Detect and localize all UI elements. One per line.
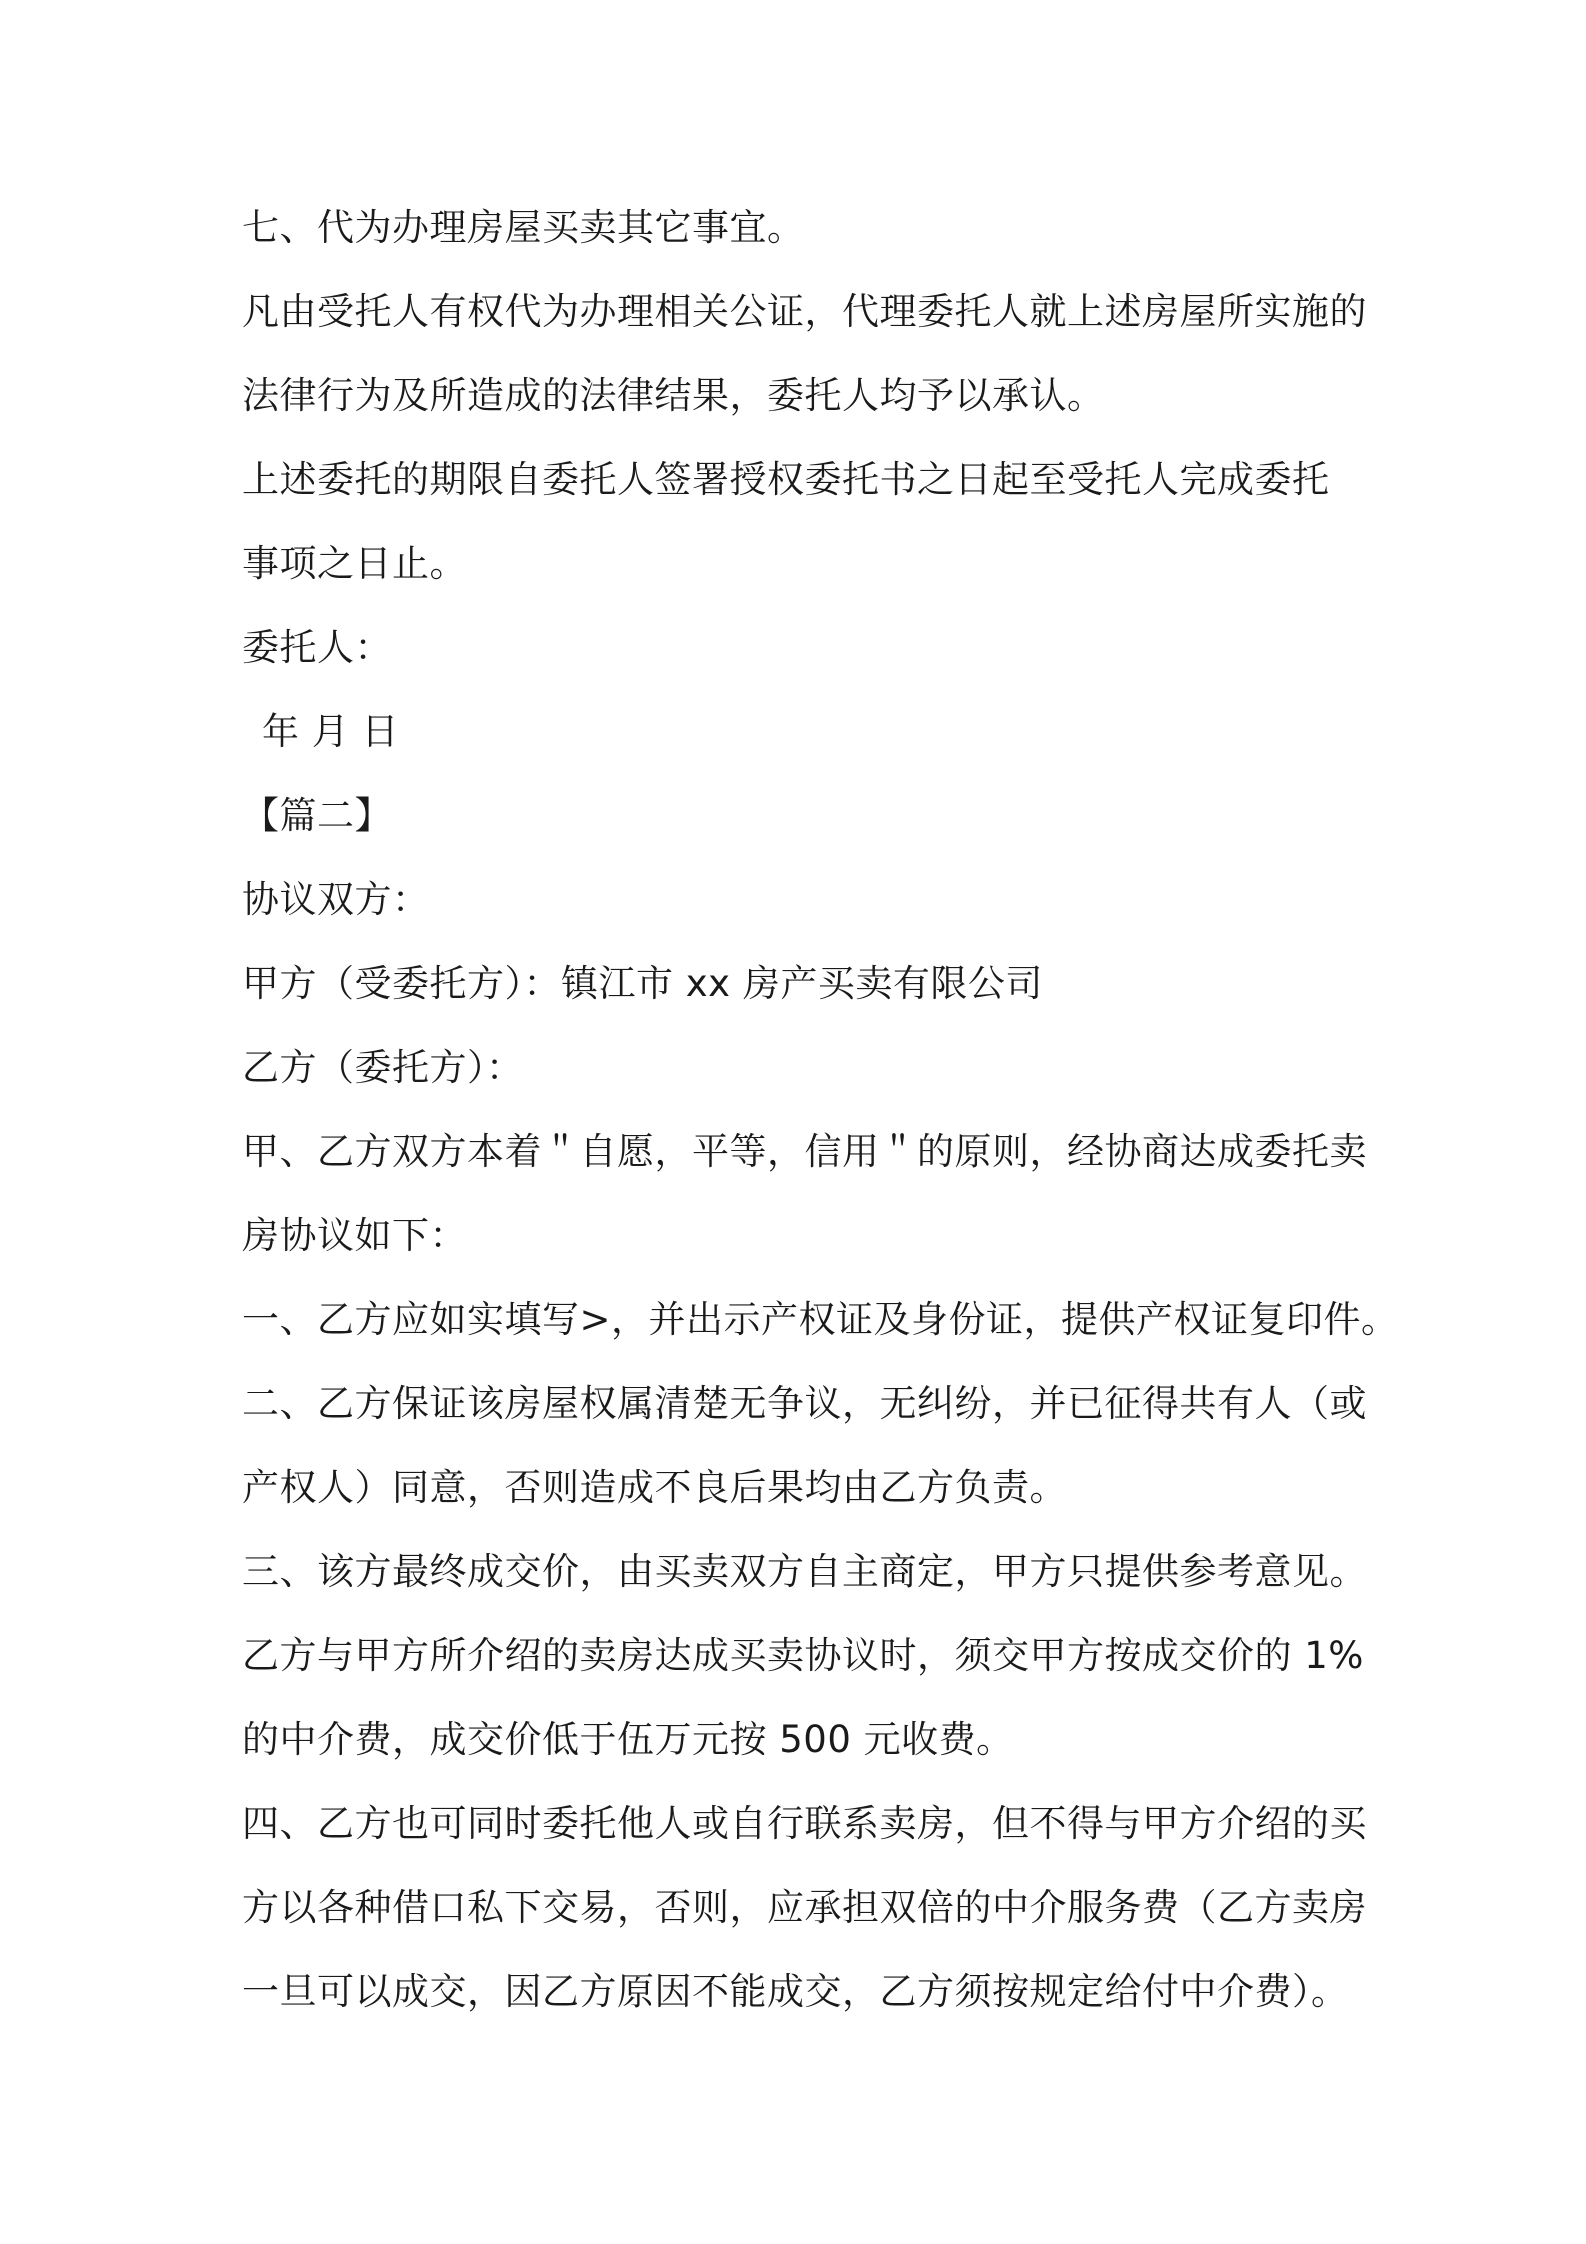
text-line: 一旦可以成交，因乙方原因不能成交，乙方须按规定给付中介费）。 (242, 1970, 1349, 2013)
text-line: 三、该方最终成交价，由买卖双方自主商定，甲方只提供参考意见。 (242, 1550, 1367, 1593)
text-line: 凡由受托人有权代为办理相关公证，代理委托人就上述房屋所实施的 (242, 290, 1367, 333)
text-line: 法律行为及所造成的法律结果，委托人均予以承认。 (242, 374, 1105, 417)
text-line: 房协议如下： (242, 1214, 467, 1257)
text-line: 甲方（受委托方）：镇江市 xx 房产买卖有限公司 (242, 962, 1043, 1005)
text-line: 甲、乙方双方本着＂自愿，平等，信用＂的原则，经协商达成委托卖 (242, 1130, 1367, 1173)
section-heading: 【篇二】 (242, 794, 392, 837)
text-line: 四、乙方也可同时委托他人或自行联系卖房，但不得与甲方介绍的买 (242, 1802, 1367, 1845)
text-line: 产权人）同意，否则造成不良后果均由乙方负责。 (242, 1466, 1067, 1509)
text-line: 乙方（委托方）： (242, 1046, 524, 1089)
text-line: 的中介费，成交价低于伍万元按 500 元收费。 (242, 1718, 1014, 1761)
text-line: 二、乙方保证该房屋权属清楚无争议，无纠纷，并已征得共有人（或 (242, 1382, 1367, 1425)
date-line: 年 月 日 (262, 710, 400, 753)
text-line: 委托人： (242, 626, 392, 669)
text-line: 七、代为办理房屋买卖其它事宜。 (242, 206, 805, 249)
text-line: 乙方与甲方所介绍的卖房达成买卖协议时，须交甲方按成交价的 1% (242, 1634, 1364, 1677)
text-line: 上述委托的期限自委托人签署授权委托书之日起至受托人完成委托 (242, 458, 1330, 501)
text-line: 事项之日止。 (242, 542, 467, 585)
text-line: 方以各种借口私下交易，否则，应承担双倍的中介服务费（乙方卖房 (242, 1886, 1367, 1929)
text-line: 一、乙方应如实填写>，并出示产权证及身份证，提供产权证复印件。 (242, 1298, 1399, 1341)
text-line: 协议双方： (242, 878, 430, 921)
